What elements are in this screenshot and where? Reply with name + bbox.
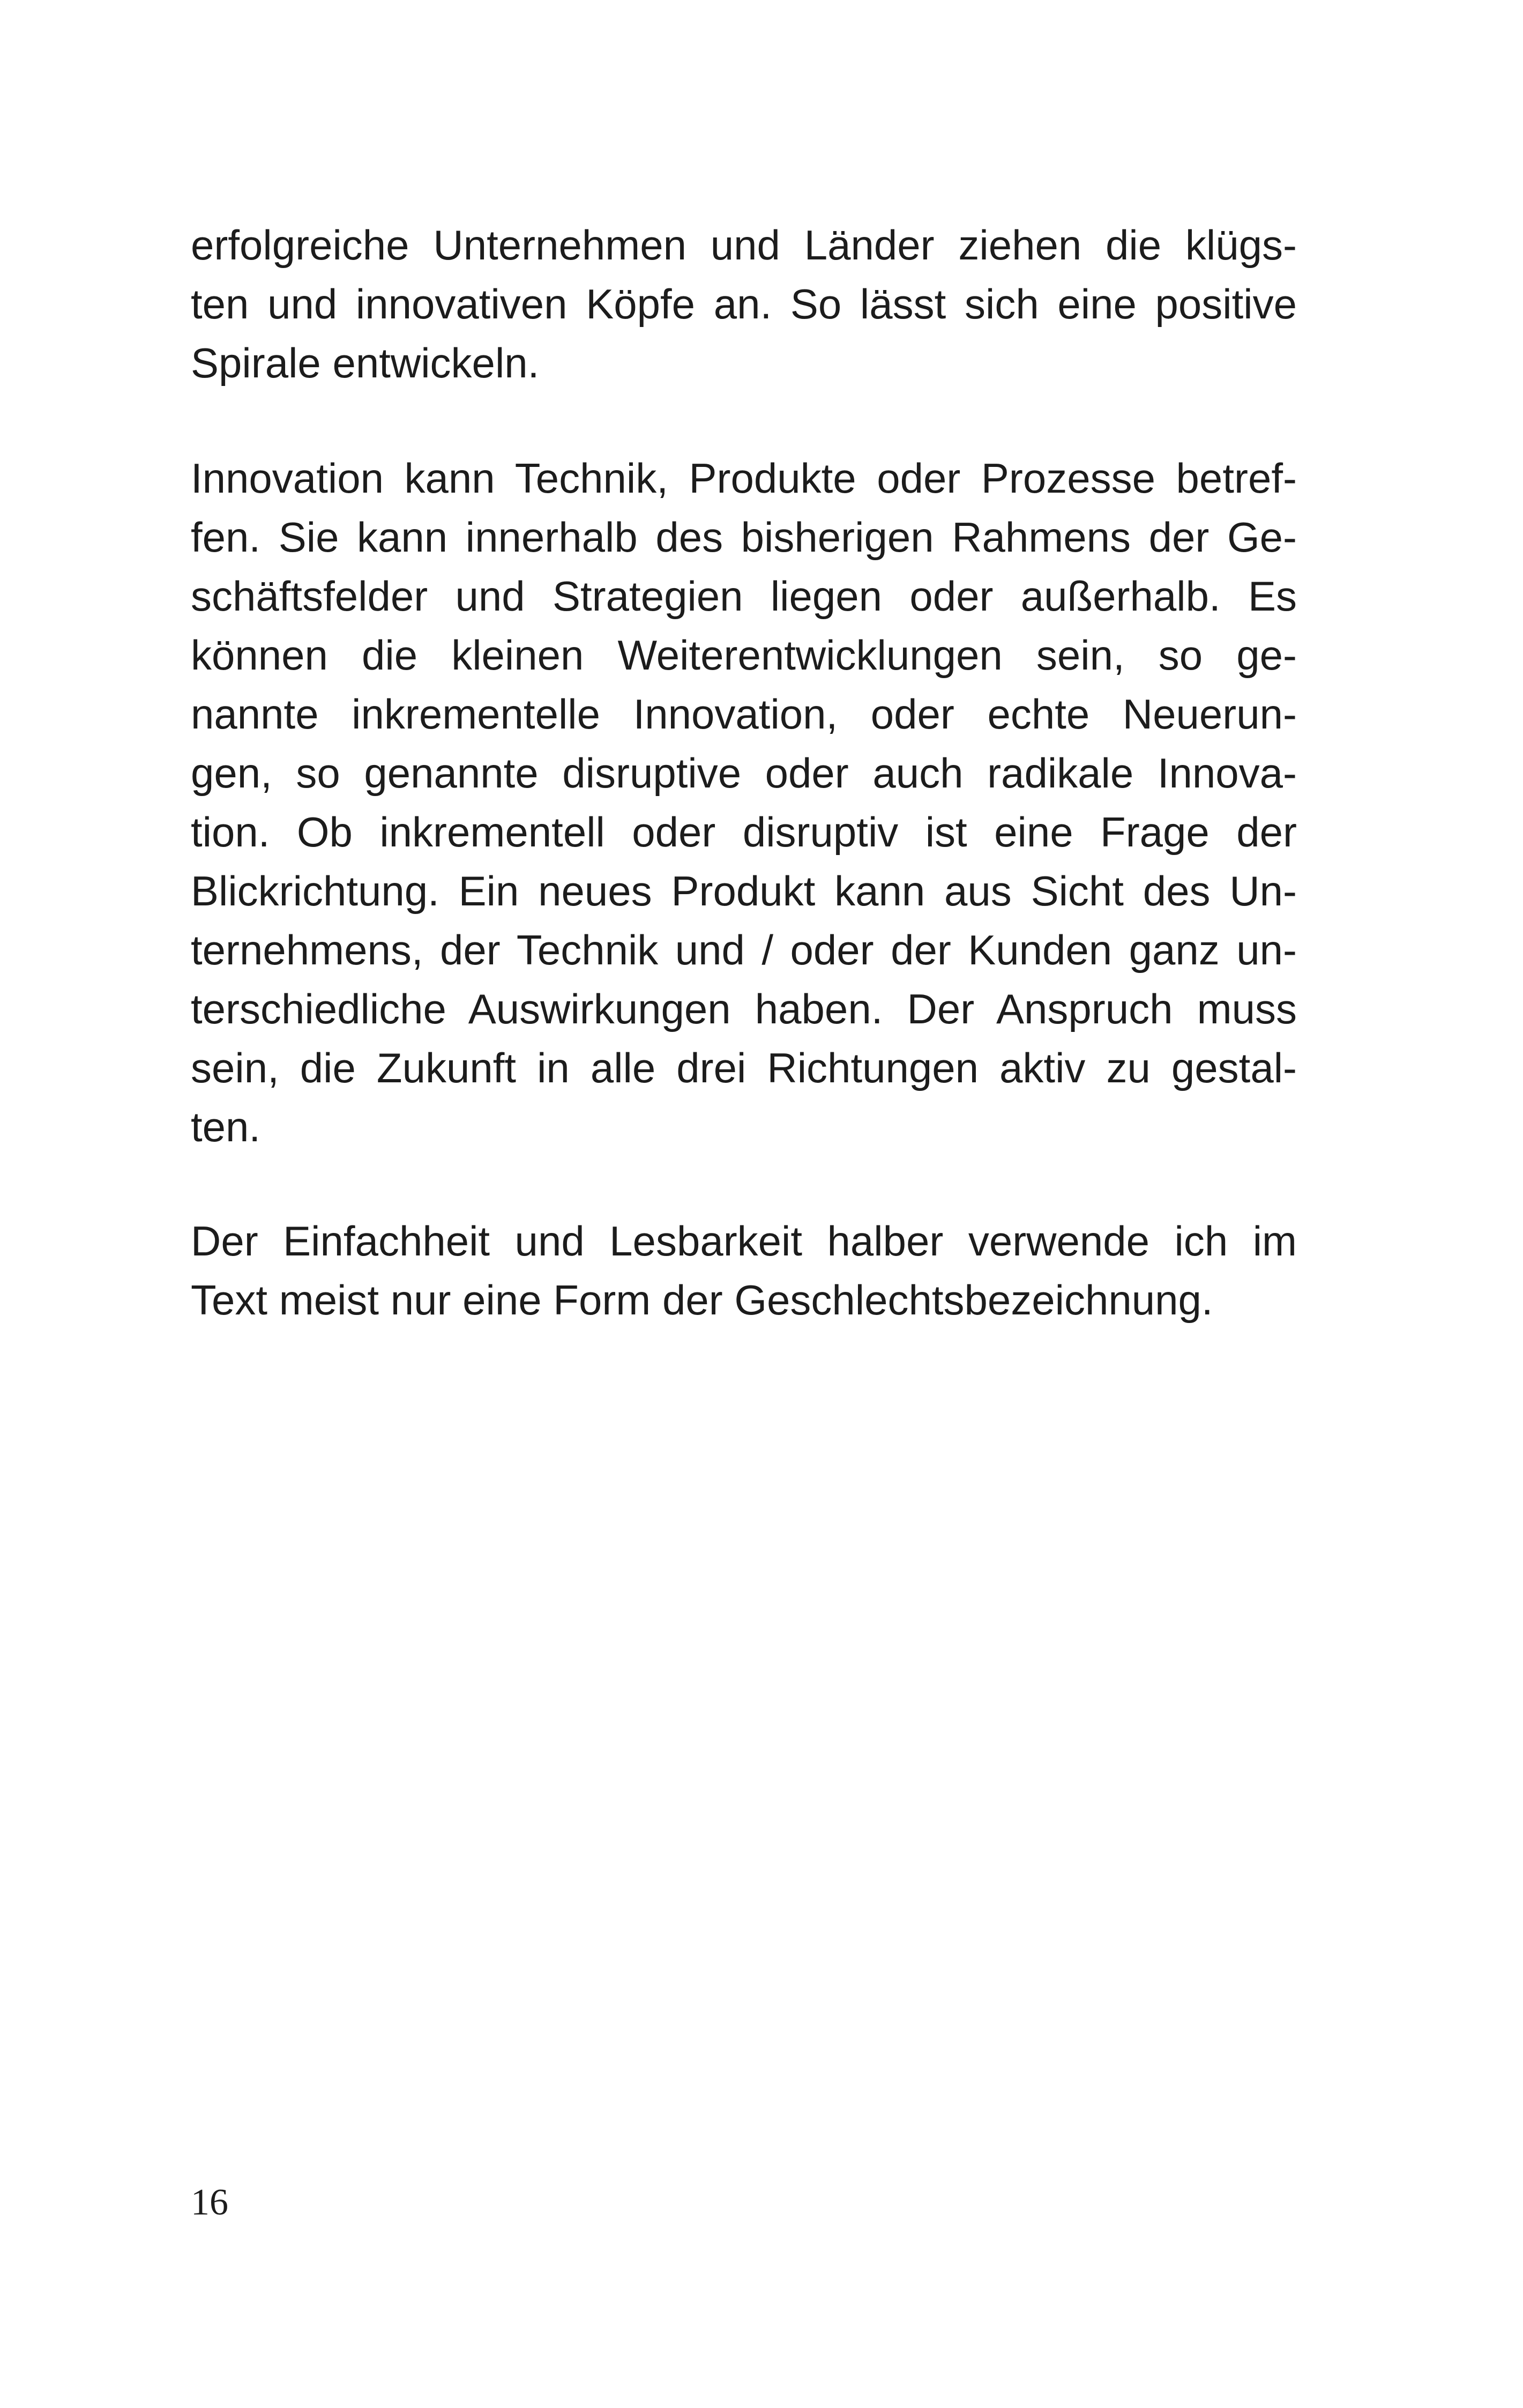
paragraph-3 [191,1212,1297,1329]
paragraph-line: fen. Sie kann innerhalb des bisherigen Rahmens der Ge- [191,514,1297,561]
paragraph-line: Der Einfachheit und Lesbarkeit halber verwende ich im [191,1217,1297,1265]
paragraph-line: sein, die Zukunft in alle drei Richtungen aktiv zu gestal- [191,1044,1297,1091]
paragraph-line: erfolgreiche Unternehmen und Länder ziehen die klügs- [191,221,1297,269]
paragraph-2 [191,449,1297,1156]
paragraph-line: Blickrichtung. Ein neues Produkt kann aus Sicht des Un- [191,867,1297,915]
paragraph-line: Innovation kann Technik, Produkte oder Prozesse betref- [191,455,1297,502]
paragraph-line: terschiedliche Auswirkungen haben. Der Anspruch muss [191,985,1297,1032]
paragraph-line: ten und innovativen Köpfe an. So lässt sich eine positive [191,280,1297,328]
page-number: 16 [191,2182,228,2223]
paragraph-line: schäftsfelder und Strategien liegen oder außerhalb. Es [191,573,1297,620]
paragraph-line: ternehmens, der Technik und / oder der Kunden ganz un- [191,926,1297,973]
paragraph-line: Text meist nur eine Form der Geschlechtsbezeichnung. [191,1276,1213,1324]
paragraph-line: können die kleinen Weiterentwicklungen sein, so ge- [191,631,1297,679]
paragraph-line: Spirale entwickeln. [191,339,540,387]
paragraph-line: ten. [191,1103,261,1150]
paragraph-line: gen, so genannte disruptive oder auch radikale Innova- [191,749,1297,797]
paragraph-1 [191,215,1297,392]
paragraph-line: tion. Ob inkrementell oder disruptiv ist eine Frage der [191,808,1297,856]
paragraph-line: nannte inkrementelle Innovation, oder echte Neuerun- [191,690,1297,738]
